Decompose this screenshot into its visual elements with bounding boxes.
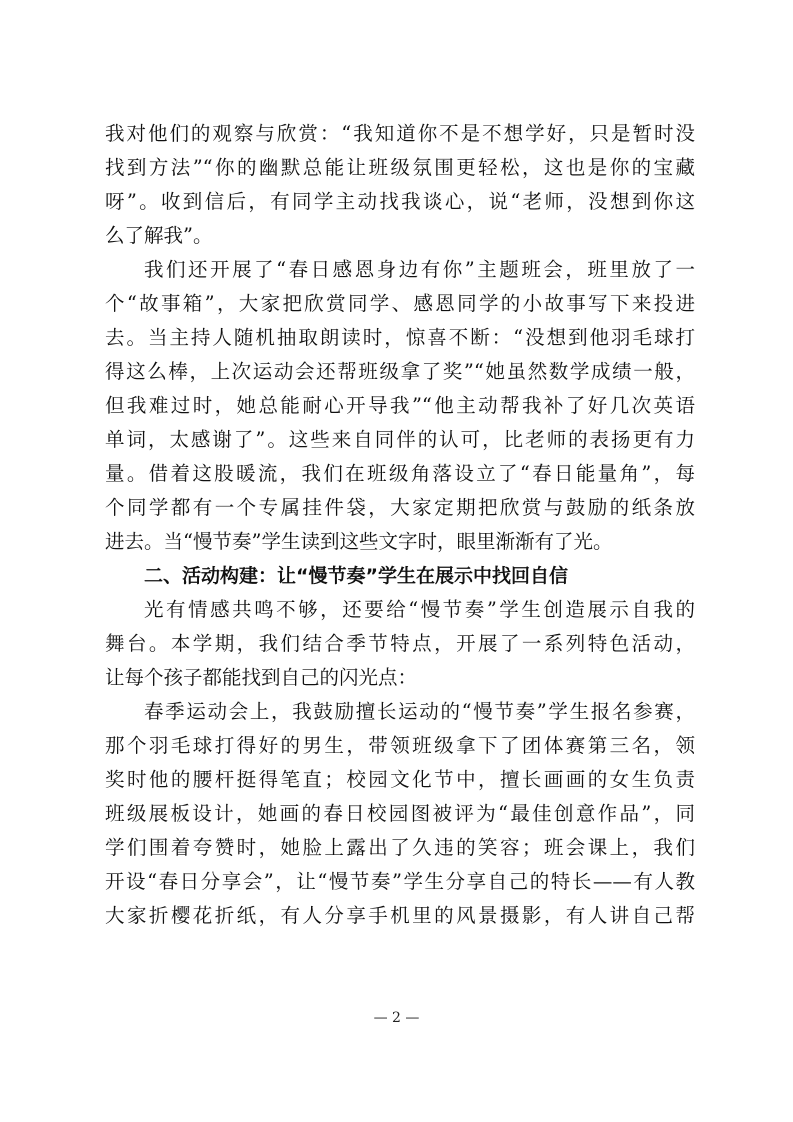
text-line: 么了解我”。 [105, 224, 213, 247]
text-line: 单词，太感谢了”。这些来自同伴的认可，比老师的表扬更有力 [105, 428, 695, 451]
text-line: 班级展板设计，她画的春日校园图被评为“最佳创意作品”，同 [105, 802, 695, 825]
text-line: 去。当主持人随机抽取朗读时，惊喜不断：“没想到他羽毛球打 [105, 326, 695, 349]
text-line: 奖时他的腰杆挺得笔直；校园文化节中，擅长画画的女生负责 [105, 768, 695, 791]
text-line: 光有情感共鸣不够，还要给“慢节奏”学生创造展示自我的 [144, 598, 695, 621]
text-line: 呀”。收到信后，有同学主动找我谈心，说“老师，没想到你这 [105, 190, 695, 213]
section-heading: 二、活动构建：让“慢节奏”学生在展示中找回自信 [144, 565, 568, 587]
text-line: 那个羽毛球打得好的男生，带领班级拿下了团体赛第三名，领 [105, 734, 695, 757]
text-line: 我们还开展了“春日感恩身边有你”主题班会，班里放了一 [144, 258, 695, 281]
text-line: 让每个孩子都能找到自己的闪光点： [105, 666, 418, 689]
text-line: 进去。当“慢节奏”学生读到这些文字时，眼里渐渐有了光。 [105, 530, 613, 553]
text-line: 找到方法”“你的幽默总能让班级氛围更轻松，这也是你的宝藏 [105, 156, 695, 179]
text-line: 但我难过时，她总能耐心开导我”“他主动帮我补了好几次英语 [105, 394, 695, 417]
text-line: 春季运动会上，我鼓励擅长运动的“慢节奏”学生报名参赛， [144, 700, 695, 723]
text-line: 舞台。本学期，我们结合季节特点，开展了一系列特色活动， [105, 632, 695, 655]
text-line: 个同学都有一个专属挂件袋，大家定期把欣赏与鼓励的纸条放 [105, 496, 695, 519]
page-number: — 2 — [373, 1010, 420, 1026]
text-line: 开设“春日分享会”，让“慢节奏”学生分享自己的特长——有人教 [105, 870, 695, 893]
text-line: 量。借着这股暖流，我们在班级角落设立了“春日能量角”，每 [105, 462, 695, 485]
text-line: 个“故事箱”，大家把欣赏同学、感恩同学的小故事写下来投进 [105, 292, 695, 315]
text-line: 大家折樱花折纸，有人分享手机里的风景摄影，有人讲自己帮 [105, 904, 695, 927]
text-line: 我对他们的观察与欣赏：“我知道你不是不想学好，只是暂时没 [105, 122, 695, 145]
text-line: 得这么棒，上次运动会还帮班级拿了奖”“她虽然数学成绩一般， [105, 360, 695, 383]
text-line: 学们围着夸赞时，她脸上露出了久违的笑容；班会课上，我们 [105, 836, 695, 859]
body-text [105, 117, 695, 933]
